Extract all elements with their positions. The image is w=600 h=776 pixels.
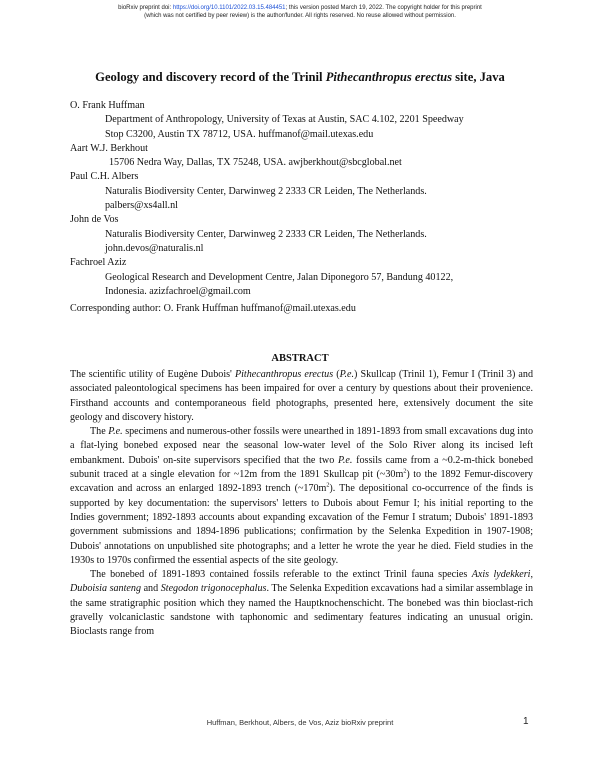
text-run: , xyxy=(530,569,533,581)
text-run: ( xyxy=(333,369,340,380)
text-run: ). The depositional co-occurrence of the finds is supported by key documentation: the supervisors' letters to Dubois about Femur I; his initial reporting to the Indies government; 1892-1893 accounts about expanding excavation of the Femur I stratum; Dubois' 1891-1893 government submissions and 1894-1896 publications; confirmation by the Selenka Expedition in 1907-1908; Dubois' annotations on unpublished site photographs; and a letter he wrote the year he died. Field studies in the 1930s to 1970s confirmed the essential aspects of the site geology. xyxy=(70,483,533,566)
author-name: Paul C.H. Albers xyxy=(70,171,139,183)
author-name: Fachroel Aziz xyxy=(70,257,127,269)
title-italic-taxon: Pithecanthropus erectus xyxy=(325,70,452,84)
affiliation-line: Indonesia. azizfachroel@gmail.com xyxy=(105,285,251,297)
text-run: The bonebed of 1891-1893 contained fossils referable to the extinct Trinil fauna species xyxy=(90,569,472,581)
author-affiliation xyxy=(70,228,540,257)
abstract-body xyxy=(70,368,533,640)
text-run: The scientific utility of Eugène Dubois' xyxy=(70,369,235,380)
author-affiliation xyxy=(70,185,540,214)
preprint-suffix: ; this version posted March 19, 2022. The copyright holder for this preprint xyxy=(285,5,482,11)
abstract-paragraph-2 xyxy=(70,425,533,568)
italic-taxon: Pithecanthropus erectus xyxy=(234,369,334,380)
superscript: 2 xyxy=(326,483,330,490)
affiliation-line: Stop C3200, Austin TX 78712, USA. huffmanof@mail.utexas.edu xyxy=(105,128,374,140)
affiliation-line: 15706 Nedra Way, Dallas, TX 75248, USA. awjberkhout@sbcglobal.net xyxy=(109,157,402,169)
affiliation-line: Geological Research and Development Centre, Jalan Diponegoro 57, Bandung 40122, xyxy=(105,271,454,283)
author-affiliation xyxy=(70,156,540,170)
author-affiliation xyxy=(70,113,540,142)
title-prefix: Geology and discovery record of the Trinil xyxy=(95,70,326,84)
italic-taxon: Axis lydekkeri xyxy=(471,569,531,581)
text-run: specimens and numerous-other fossils were unearthed in 1891-1893 from small excavations dug into a flat-lying bonebed exposed near the seasonal low-water level of the Solo River along its incised left embankment. Dubois' on-site supervisors specified that the two xyxy=(70,426,534,466)
affiliation-line: Naturalis Biodiversity Center, Darwinweg 2 2333 CR Leiden, The Netherlands. xyxy=(105,228,427,240)
author-list xyxy=(70,99,540,316)
italic-abbrev: P.e. xyxy=(108,426,123,438)
author-affiliation xyxy=(70,271,540,300)
preprint-notice xyxy=(10,4,590,20)
corresponding-author: Corresponding author: O. Frank Huffman huffmanof@mail.utexas.edu xyxy=(70,303,356,315)
affiliation-line: palbers@xs4all.nl xyxy=(105,200,178,212)
author-name: John de Vos xyxy=(70,214,119,226)
preprint-prefix: bioRxiv preprint doi: xyxy=(118,5,173,11)
affiliation-line: Department of Anthropology, University of Texas at Austin, SAC 4.102, 2201 Speedway xyxy=(105,114,464,126)
author-name: Aart W.J. Berkhout xyxy=(70,142,148,154)
text-run: fossils came from a ~0.2-m-thick bonebed subunit traced at a single elevation for ~12m from the 1891 Skullcap pit (~30m xyxy=(70,454,533,481)
text-run: ) to the 1892 Femur-discovery excavation and across an enlarged 1892-1893 trench (~170m xyxy=(70,469,533,495)
text-run: ) Skullcap (Trinil 1), Femur I (Trinil 3) and associated paleontological specimens has been impaired for over a century by questions about their provenience. Firsthand accounts and contemporaneous field photographs, presented here, extensively document the site geology and discovery history. xyxy=(70,369,533,423)
affiliation-line: Naturalis Biodiversity Center, Darwinweg 2 2333 CR Leiden, The Netherlands. xyxy=(105,185,427,197)
title-suffix: site, Java xyxy=(452,70,505,84)
affiliation-line: john.devos@naturalis.nl xyxy=(105,242,204,254)
doi-link[interactable]: https://doi.org/10.1101/2022.03.15.484451 xyxy=(172,5,286,11)
page-footer: Huffman, Berkhout, Albers, de Vos, Aziz bioRxiv preprint xyxy=(206,718,394,727)
italic-abbrev: P.e. xyxy=(337,454,353,466)
author-name: O. Frank Huffman xyxy=(70,100,145,111)
preprint-notice-line1 xyxy=(10,4,590,12)
superscript: 2 xyxy=(403,468,407,475)
abstract-paragraph-1 xyxy=(70,368,533,425)
italic-taxon: Duboisia santeng xyxy=(70,583,141,595)
text-run: The xyxy=(90,426,109,438)
abstract-heading: ABSTRACT xyxy=(271,353,329,364)
page-number: 1 xyxy=(523,716,529,727)
text-run: and xyxy=(141,583,161,595)
text-run: . The Selenka Expedition excavations had a similar assemblage in the same stratigraphic position which they named the Hauptknochenschicht. The bonebed was thin bioclast-rich gravelly volcaniclastic sandstone with taphonomic and sedimentary features indicating an unusual origin. Bioclasts range from xyxy=(70,583,534,638)
italic-taxon: Stegodon trigonocephalus xyxy=(160,583,267,595)
abstract-paragraph-3 xyxy=(70,568,533,639)
italic-abbrev: P.e. xyxy=(339,369,355,380)
preprint-notice-line2: (which was not certified by peer review) is the author/funder. All rights reserved. No reuse allowed without permission. xyxy=(144,13,456,19)
paper-title xyxy=(0,70,600,85)
